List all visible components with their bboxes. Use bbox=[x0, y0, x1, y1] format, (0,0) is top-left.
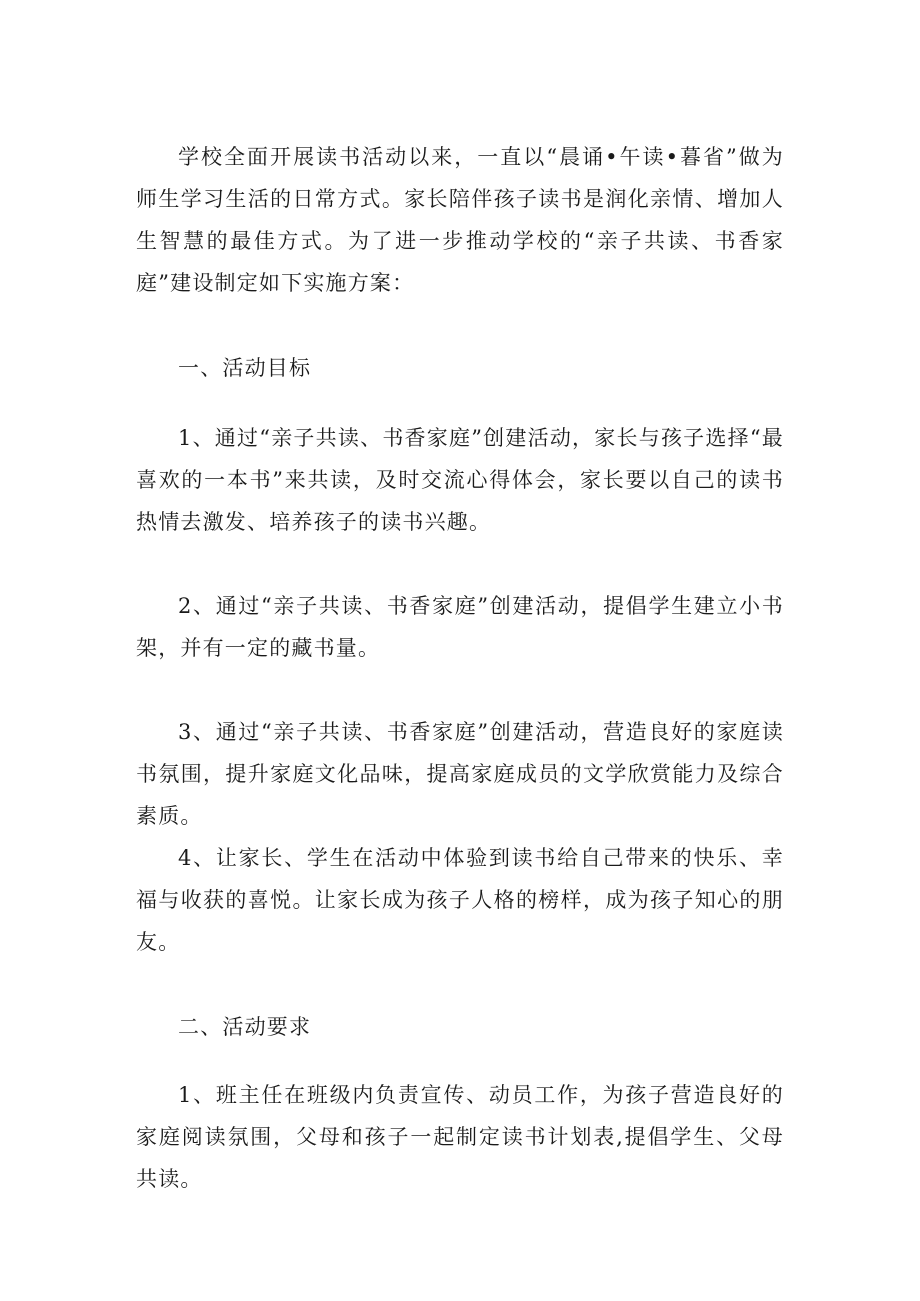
goal-item-4: 4、让家长、学生在活动中体验到读书给自己带来的快乐、幸福与收获的喜悦。让家长成为孩子人格的榜样，成为孩子知心的朋友。 bbox=[136, 846, 784, 954]
section-heading-requirements: 二、活动要求 bbox=[178, 1015, 312, 1039]
requirement-item-1: 1、班主任在班级内负责宣传、动员工作，为孩子营造良好的家庭阅读氛围，父母和孩子一起制定读书计划表,提倡学生、父母共读。 bbox=[136, 1083, 784, 1191]
goal-item-2: 2、通过“亲子共读、书香家庭”创建活动，提倡学生建立小书架，并有一定的藏书量。 bbox=[136, 594, 784, 660]
goal-item-3: 3、通过“亲子共读、书香家庭”创建活动，营造良好的家庭读书氛围，提升家庭文化品味，提高家庭成员的文学欣赏能力及综合素质。 bbox=[136, 720, 784, 828]
goal-item-1: 1、通过“亲子共读、书香家庭”创建活动，家长与孩子选择“最喜欢的一本书”来共读，及时交流心得体会，家长要以自己的读书热情去激发、培养孩子的读书兴趣。 bbox=[136, 426, 784, 534]
section-heading-goals: 一、活动目标 bbox=[178, 356, 312, 380]
intro-paragraph: 学校全面开展读书活动以来，一直以“晨诵•午读•暮省”做为师生学习生活的日常方式。家长陪伴孩子读书是润化亲情、增加人生智慧的最佳方式。为了进一步推动学校的“亲子共读、书香家庭”建设制定如下实施方案： bbox=[136, 145, 784, 295]
